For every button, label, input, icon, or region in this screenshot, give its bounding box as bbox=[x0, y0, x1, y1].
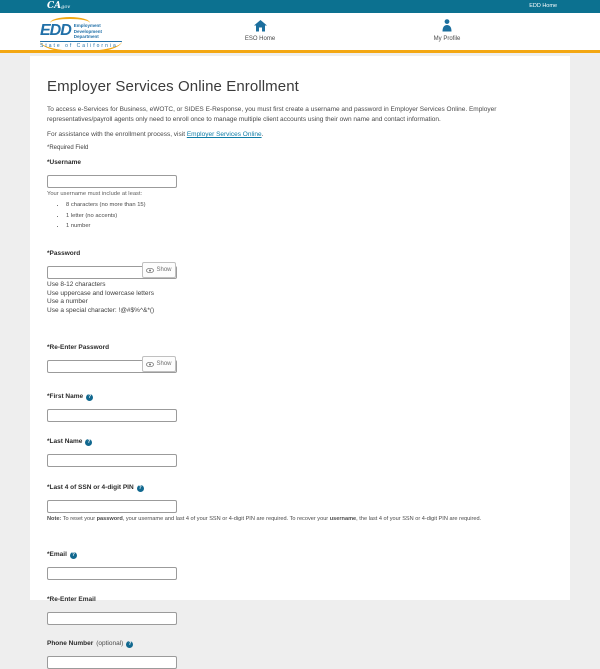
required-field-note: *Required Field bbox=[47, 145, 89, 151]
edd-logo-tagline: State of California bbox=[40, 41, 122, 53]
enrollment-form bbox=[30, 56, 570, 648]
nav-my-profile-label: My Profile bbox=[433, 36, 461, 42]
ssn-pin-note: Note: To reset your password, your username and last 4 of your SSN or 4-digit PIN are required. To recover your username, the last 4 of your SSN or 4-digit PIN are required. bbox=[47, 516, 482, 523]
username-hint-list bbox=[66, 202, 553, 229]
password-rule: Use 8-12 characters bbox=[47, 281, 106, 288]
utility-bar bbox=[0, 0, 600, 13]
password-show-button[interactable] bbox=[142, 262, 176, 278]
eye-icon bbox=[146, 362, 154, 367]
first-name-group bbox=[47, 393, 553, 422]
last-name-label: *Last Name bbox=[47, 438, 83, 446]
ca-gov-logo[interactable] bbox=[47, 0, 70, 13]
edd-logo[interactable] bbox=[40, 17, 122, 53]
assistance-suffix: . bbox=[261, 131, 264, 138]
password-show-label: Show bbox=[156, 267, 172, 273]
reenter-password-group bbox=[47, 344, 553, 373]
email-label: *Email bbox=[47, 551, 67, 559]
edd-logo-dept-line2: Development bbox=[73, 28, 103, 34]
reenter-email-label: *Re-Enter Email bbox=[47, 596, 96, 604]
edd-logo-text: EDD bbox=[40, 22, 71, 40]
username-hint-item: • 8 characters (no more than 15) bbox=[66, 202, 553, 208]
last-name-help-icon[interactable]: ? bbox=[87, 438, 91, 445]
edd-logo-department-text bbox=[74, 23, 102, 40]
email-help-icon[interactable]: ? bbox=[71, 551, 75, 558]
reenter-password-show-label: Show bbox=[156, 361, 172, 368]
ca-gov-logo-gov: gov bbox=[61, 4, 71, 10]
email-input[interactable] bbox=[47, 567, 177, 580]
ssn-pin-input[interactable] bbox=[47, 500, 177, 513]
password-group bbox=[47, 250, 553, 315]
site-header bbox=[0, 13, 600, 53]
username-hint-title: Your username must include at least: bbox=[47, 191, 143, 197]
phone-label: Phone Number bbox=[47, 640, 94, 648]
password-rules bbox=[47, 281, 553, 315]
last-name-group bbox=[47, 438, 553, 467]
employer-services-online-link[interactable]: Employer Services Online bbox=[186, 131, 262, 138]
note-bold: password bbox=[96, 516, 123, 523]
edd-logo-dept-line3: Department bbox=[73, 34, 99, 39]
ssn-pin-group bbox=[47, 484, 553, 523]
username-label: *Username bbox=[47, 159, 81, 166]
password-rule: Use uppercase and lowercase letters bbox=[47, 289, 154, 297]
reenter-email-input[interactable] bbox=[47, 612, 177, 625]
ca-gov-logo-ca: CA bbox=[47, 1, 62, 11]
edd-home-link[interactable]: EDD Home bbox=[529, 3, 557, 9]
assistance-text bbox=[47, 131, 553, 138]
intro-text: To access e-Services for Business, eWOTC, or SIDES E-Response, you must first create a username and password in Employer Services Online. Employer representatives/payroll agents only need to enroll once to manage multiple client accounts using their own name and contact information. bbox=[47, 106, 497, 123]
first-name-help-icon[interactable]: ? bbox=[88, 393, 92, 400]
assistance-prefix: For assistance with the enrollment process, visit bbox=[47, 131, 187, 138]
password-label: *Password bbox=[47, 250, 81, 257]
reenter-email-group bbox=[47, 596, 553, 625]
nav-my-profile[interactable] bbox=[415, 19, 479, 42]
phone-input[interactable] bbox=[47, 656, 177, 669]
note-bold: username bbox=[329, 516, 357, 523]
edd-logo-dept-line1: Employment bbox=[73, 23, 101, 28]
home-icon bbox=[228, 19, 292, 33]
reenter-password-show-button[interactable] bbox=[142, 356, 176, 372]
username-group bbox=[47, 159, 553, 229]
username-input[interactable] bbox=[47, 175, 177, 188]
username-hint-item: • 1 letter (no accents) bbox=[66, 213, 553, 219]
phone-optional-label: (optional) bbox=[96, 640, 124, 648]
username-hint-item: • 1 number bbox=[66, 223, 553, 229]
page-title: Employer Services Online Enrollment bbox=[47, 78, 299, 95]
first-name-label: *First Name bbox=[47, 393, 84, 401]
nav-eso-home[interactable] bbox=[228, 19, 292, 42]
person-icon bbox=[415, 19, 479, 33]
first-name-input[interactable] bbox=[47, 409, 177, 422]
email-group bbox=[47, 551, 553, 580]
note-bold: Note: bbox=[47, 516, 62, 523]
phone-help-icon[interactable]: ? bbox=[128, 640, 132, 647]
password-rule: Use a special character: !@#$%^&*() bbox=[47, 306, 155, 314]
ssn-pin-help-icon[interactable]: ? bbox=[138, 484, 142, 491]
reenter-password-label: *Re-Enter Password bbox=[47, 344, 110, 352]
last-name-input[interactable] bbox=[47, 454, 177, 467]
nav-eso-home-label: ESO Home bbox=[244, 36, 276, 42]
password-rule: Use a number bbox=[47, 298, 88, 306]
ssn-pin-label: *Last 4 of SSN or 4-digit PIN bbox=[47, 484, 134, 492]
phone-group bbox=[47, 640, 553, 669]
eye-icon bbox=[146, 268, 154, 273]
